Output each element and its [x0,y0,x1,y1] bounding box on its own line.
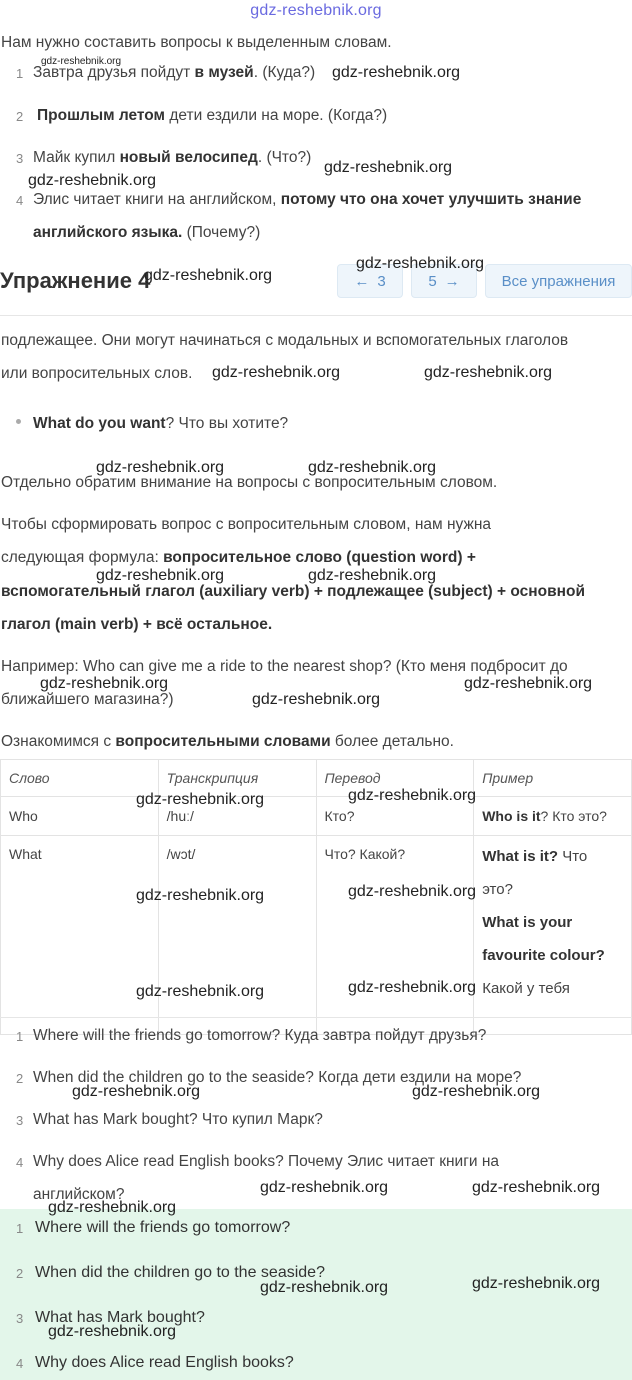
answer-line: Where will the friends go tomorrow? Куда завтра пойдут друзья? [33,1027,487,1044]
watermark: gdz-reshebnik.org [308,459,437,476]
arrow-right-icon: → [444,272,460,290]
task-number: 3 [16,151,24,166]
table-row [1,836,632,1035]
table-header-row [1,760,632,797]
answer-number: 2 [16,1266,24,1281]
bullet-example: What do you want? Что вы хотите? [33,415,289,432]
watermark: gdz-reshebnik.org [96,459,225,476]
watermark: gdz-reshebnik.org [472,1275,601,1292]
watermark: gdz-reshebnik.org [212,364,341,381]
table-header: Пример [474,760,632,797]
next-exercise-button[interactable]: 5 → [411,264,477,298]
watermark: gdz-reshebnik.org [136,983,265,1000]
task-item-3: Майк купил новый велосипед. (Что?) [33,149,312,166]
watermark: gdz-reshebnik.org [464,675,593,692]
watermark: gdz-reshebnik.org [72,1083,201,1100]
example-line: Например: Who can give me a ride to the nearest shop? (Кто меня подбросит до [1,658,568,675]
watermark: gdz-reshebnik.org [348,787,477,804]
watermark: gdz-reshebnik.org [260,1179,389,1196]
formula-line: следующая формула: вопросительное слово (question word) + [1,549,476,566]
watermark: gdz-reshebnik.org [412,1083,541,1100]
task-number: 4 [16,193,24,208]
theory-line: Отдельно обратим внимание на вопросы с вопросительным словом. [1,474,498,491]
table-cell-transcription: /huː/ [158,797,316,836]
watermark: gdz-reshebnik.org [48,1199,177,1216]
watermark: gdz-reshebnik.org [348,979,477,996]
task-item-1: Завтра друзья пойдут в музей. (Куда?) [33,64,316,81]
table-header: Слово [1,760,159,797]
task-item-2: Прошлым летом дети ездили на море. (Когда?) [37,107,388,124]
divider [0,1017,632,1018]
theory-line: подлежащее. Они могут начинаться с модальных и вспомогательных глаголов [1,332,569,349]
example-line: ближайшего магазина?) [1,691,174,708]
watermark: gdz-reshebnik.org [308,567,437,584]
answer-number: 3 [16,1113,24,1128]
prev-exercise-button[interactable]: ← 3 [337,264,403,298]
divider [0,315,632,316]
answer-number: 1 [16,1221,24,1236]
watermark: gdz-reshebnik.org [356,255,485,272]
answer-line: Where will the friends go tomorrow? [35,1219,291,1236]
bullet-dot [16,419,21,424]
top-watermark: gdz-reshebnik.org [250,2,382,19]
exercise-title: Упражнение 4 [0,268,151,293]
answer-number: 4 [16,1356,24,1371]
watermark: gdz-reshebnik.org [348,883,477,900]
table-cell-example: What is it? Что это? What is your favourite colour? Какой у тебя [474,836,632,1035]
watermark: gdz-reshebnik.org [96,567,225,584]
table-cell-transcription: /wɔt/ [158,836,316,1035]
watermark: gdz-reshebnik.org [48,1323,177,1340]
answer-number: 1 [16,1029,24,1044]
watermark: gdz-reshebnik.org [136,791,265,808]
watermark: gdz-reshebnik.org [144,267,273,284]
arrow-left-icon: ← [354,272,370,290]
answer-number: 2 [16,1071,24,1086]
watermark: gdz-reshebnik.org [332,64,461,81]
watermark: gdz-reshebnik.org [324,159,453,176]
task-item-4-line2: английского языка. (Почему?) [33,224,261,241]
task-item-4-line1: Элис читает книги на английском, потому что она хочет улучшить знание [33,191,582,208]
answer-line: When did the children go to the seaside? [35,1264,325,1281]
watermark: gdz-reshebnik.org [252,691,381,708]
watermark: gdz-reshebnik.org [472,1179,601,1196]
table-cell-translation: Что? Какой? [316,836,474,1035]
watermark: gdz-reshebnik.org [136,887,265,904]
answer-line: What has Mark bought? [35,1309,205,1326]
answer-line: What has Mark bought? Что купил Марк? [33,1111,323,1128]
watermark: gdz-reshebnik.org [424,364,553,381]
answer-number: 3 [16,1311,24,1326]
question-words-table [0,759,632,1035]
intro-text: Нам нужно составить вопросы к выделенным словам. [1,34,392,51]
all-exercises-button[interactable]: Все упражнения [485,264,632,298]
table-cell-word: What [1,836,159,1035]
formula-line: глагол (main verb) + всё остальное. [1,616,273,633]
table-header: Перевод [316,760,474,797]
answer-number: 4 [16,1155,24,1170]
formula-line: вспомогательный глагол (auxiliary verb) + подлежащее (subject) + основной [1,583,585,600]
task-number: 1 [16,66,24,81]
watermark: gdz-reshebnik.org [28,172,157,189]
answer-line: английском? [33,1186,125,1203]
watermark: gdz-reshebnik.org [40,675,169,692]
answer-line: Why does Alice read English books? [35,1354,294,1371]
table-cell-example: Who is it? Кто это? [474,797,632,836]
table-cell-translation: Кто? [316,797,474,836]
table-row [1,797,632,836]
answer-line: Why does Alice read English books? Почему Элис читает книги на [33,1153,500,1170]
table-header: Транскрипция [158,760,316,797]
theory-line: или вопросительных слов. [1,365,193,382]
answer-line: When did the children go to the seaside? Когда дети ездили на море? [33,1069,522,1086]
theory-line: Ознакомимся с вопросительными словами более детально. [1,733,454,750]
watermark: gdz-reshebnik.org [260,1279,389,1296]
table-cell-word: Who [1,797,159,836]
watermark: gdz-reshebnik.org [41,56,122,67]
task-number: 2 [16,109,24,124]
theory-line: Чтобы сформировать вопрос с вопросительным словом, нам нужна [1,516,491,533]
